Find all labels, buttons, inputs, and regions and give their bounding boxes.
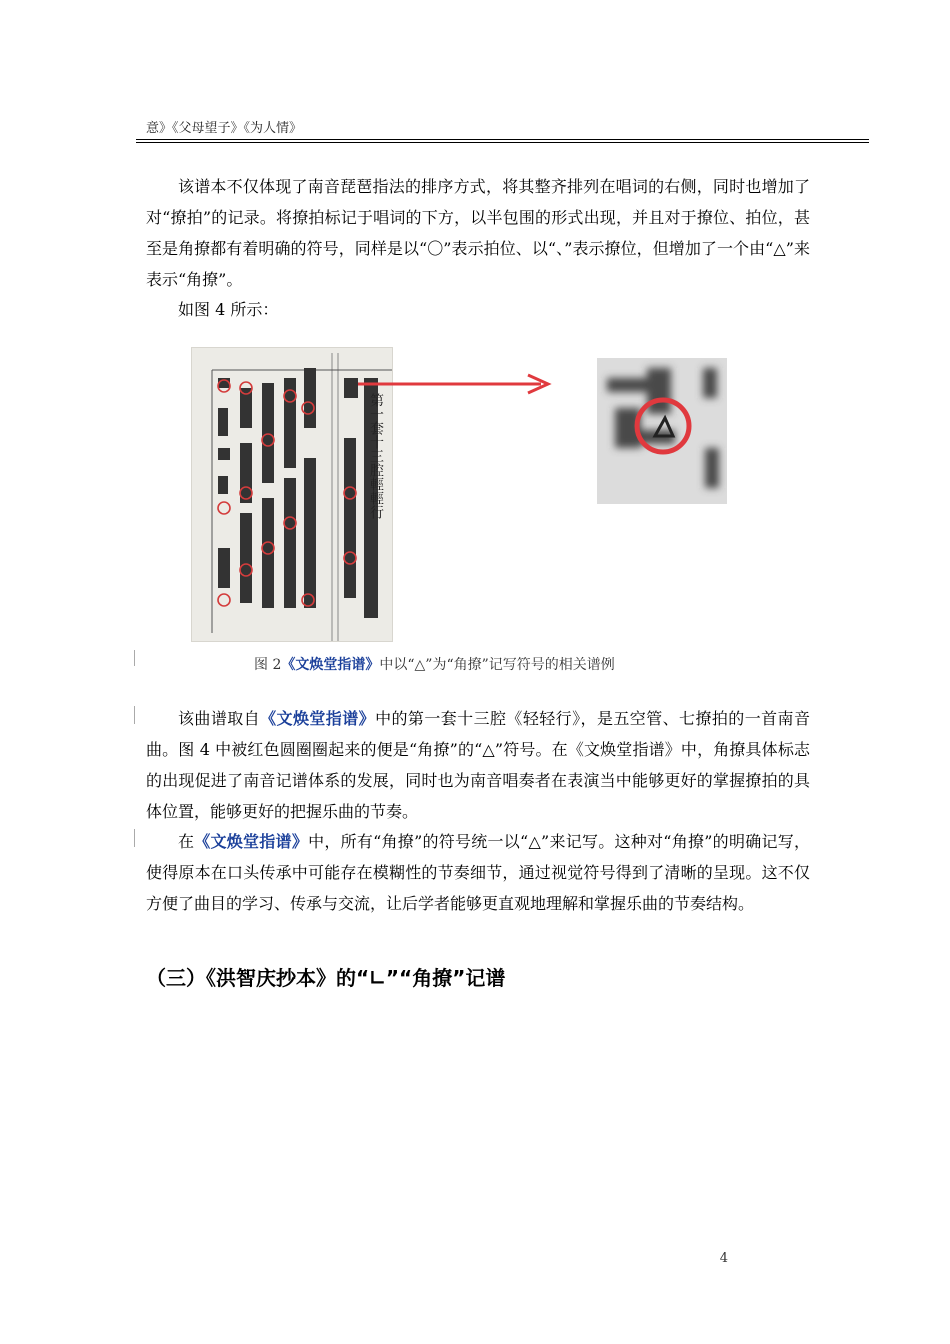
magnified-detail-graphic xyxy=(597,358,727,504)
paragraph-3 xyxy=(146,703,810,827)
paragraph-3-body: 中的第一套十三腔《轻轻行》，是五空管、七撩拍的一首南音曲。图 4 中被红色圆圈圈起来的便是“角撩”的“△”符号。在《文焕堂指谱》中，角撩具体标志的出现促进了南音记谱体系的发展，同时也为南音唱奏者在表演当中能够更好的掌握撩拍的具体位置，能够更好的把握乐曲的节奏。 xyxy=(146,709,810,821)
caption-suffix: 中以“△”为“角撩”记写符号的相关谱例 xyxy=(379,657,615,673)
pointer-arrow xyxy=(356,372,556,396)
section-heading: （三）《洪智庆抄本》的“∟”“角撩”记谱 xyxy=(146,966,506,990)
paragraph-4-title: 《文焕堂指谱》 xyxy=(194,832,309,851)
revision-mark xyxy=(134,706,135,724)
paragraph-2: 如图 4 所示： xyxy=(178,300,279,319)
paragraph-4-body: 中，所有“角撩”的符号统一以“△”来记写。这种对“角撩”的明确记写，使得原本在口头传承中可能存在模糊性的节奏细节，通过视觉符号得到了清晰的呈现。这不仅方便了曲目的学习、传承与交流，让后学者能够更直观地理解和掌握乐曲的节奏结构。 xyxy=(146,832,810,913)
paragraph-4-lead: 在 xyxy=(178,832,195,851)
running-header: 意》《父母望子》《为人情》 xyxy=(146,121,303,136)
header-rule-bottom xyxy=(136,142,869,143)
magnified-detail-image xyxy=(597,358,727,504)
revision-mark xyxy=(134,650,135,666)
revision-mark xyxy=(134,829,135,847)
paragraph-4 xyxy=(146,826,810,919)
caption-prefix: 图 2 xyxy=(254,657,282,673)
paragraph-1: 该谱本不仅体现了南音琵琶指法的排序方式，将其整齐排列在唱词的右侧，同时也增加了对“撩拍”的记录。将撩拍标记于唱词的下方，以半包围的形式出现，并且对于撩位、拍位，甚至是角撩都有着明确的符号，同样是以“〇”表示拍位、以“、”表示撩位，但增加了一个由“△”来表示“角撩”。 xyxy=(146,177,810,289)
score-title-vertical: 第一套十三腔輕輕行 xyxy=(368,393,384,519)
header-rule-top xyxy=(136,139,869,140)
caption-title: 《文焕堂指谱》 xyxy=(281,657,380,673)
paragraph-3-title: 《文焕堂指谱》 xyxy=(260,709,376,728)
page-number: 4 xyxy=(719,1251,728,1266)
paragraph-3-lead: 该曲谱取自 xyxy=(178,709,261,728)
figure-caption xyxy=(254,654,615,674)
